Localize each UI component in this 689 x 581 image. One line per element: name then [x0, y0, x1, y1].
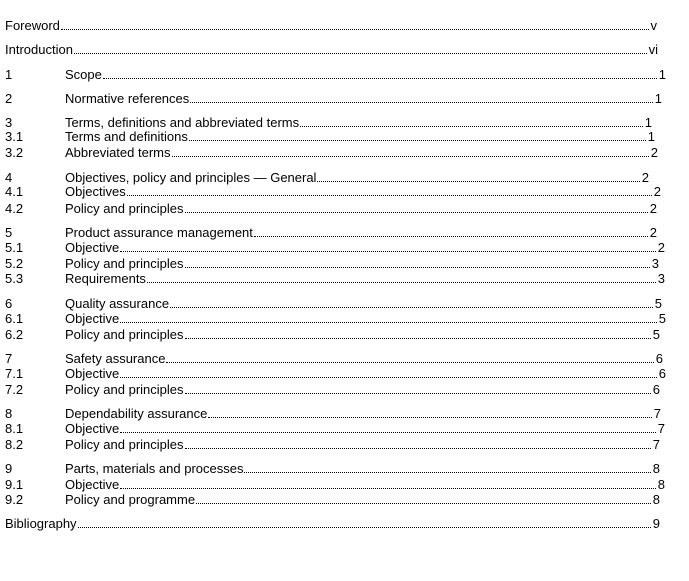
toc-number: 6.2 [5, 327, 24, 342]
toc-page: 7 [657, 421, 665, 436]
dot-leader [185, 437, 651, 449]
toc-number: 4.2 [5, 201, 24, 216]
dot-leader [185, 382, 651, 394]
dot-leader [127, 184, 652, 196]
dot-leader [185, 201, 648, 213]
toc-entry-6[interactable] [5, 296, 662, 312]
toc-number: 8.1 [5, 421, 24, 436]
toc-entry-1[interactable] [5, 67, 666, 83]
toc-number: 5.3 [5, 271, 24, 286]
toc-entry-8-2[interactable] [5, 437, 660, 453]
toc-entry-3-1[interactable] [5, 129, 655, 145]
toc-title: Policy and principles [65, 382, 184, 397]
toc-entry-5-3[interactable] [5, 271, 665, 287]
dot-leader [170, 296, 653, 308]
toc-title: Introduction [5, 42, 73, 57]
dot-leader [189, 129, 646, 141]
dot-leader [166, 351, 653, 363]
dot-leader [103, 67, 657, 79]
toc-page: 6 [655, 351, 663, 366]
toc-page: 1 [647, 129, 655, 144]
toc-page: 5 [654, 296, 662, 311]
toc-title: Objectives, policy and principles — General [65, 170, 317, 185]
toc-title: Objective [65, 311, 120, 326]
toc-number: 5 [5, 225, 13, 240]
toc-page: 5 [658, 311, 666, 326]
toc-title: Product assurance management [65, 225, 253, 240]
toc-page: 2 [650, 145, 658, 160]
toc-entry-9[interactable] [5, 461, 660, 477]
dot-leader [208, 406, 651, 418]
toc-entry-5[interactable] [5, 225, 657, 241]
toc-page: 2 [657, 240, 665, 255]
toc-page: 5 [652, 327, 660, 342]
dot-leader [196, 492, 651, 504]
dot-leader [172, 145, 649, 157]
toc-page: 8 [652, 492, 660, 507]
toc-entry-8-1[interactable] [5, 421, 665, 437]
toc-title: Policy and principles [65, 201, 184, 216]
toc-page: 6 [652, 382, 660, 397]
toc-title: Objective [65, 477, 120, 492]
toc-page: v [650, 18, 657, 33]
toc-title: Scope [65, 67, 102, 82]
toc-title: Objective [65, 421, 120, 436]
dot-leader [120, 366, 657, 378]
toc-number: 6 [5, 296, 13, 311]
dot-leader [254, 225, 648, 237]
toc-page: 2 [641, 170, 649, 185]
toc-entry-8[interactable] [5, 406, 661, 422]
dot-leader [190, 91, 652, 103]
dot-leader [61, 18, 649, 30]
toc-number: 3.1 [5, 129, 24, 144]
toc-number: 8.2 [5, 437, 24, 452]
toc-title: Policy and principles [65, 256, 184, 271]
toc-page: 7 [653, 406, 661, 421]
toc-entry-6-1[interactable] [5, 311, 666, 327]
toc-number: 9 [5, 461, 13, 476]
toc-entry-introduction[interactable] [5, 42, 658, 58]
toc-entry-4-2[interactable] [5, 201, 657, 217]
toc-title: Requirements [65, 271, 146, 286]
toc-entry-9-2[interactable] [5, 492, 660, 508]
toc-entry-4-1[interactable] [5, 184, 661, 200]
toc-entry-7[interactable] [5, 351, 663, 367]
toc-number: 3 [5, 115, 13, 130]
toc-title: Quality assurance [65, 296, 170, 311]
toc-entry-7-1[interactable] [5, 366, 666, 382]
toc-page: 1 [654, 91, 662, 106]
toc-entry-5-2[interactable] [5, 256, 659, 272]
toc-title: Abbreviated terms [65, 145, 171, 160]
toc-title: Terms and definitions [65, 129, 188, 144]
dot-leader [74, 42, 647, 54]
toc-number: 7.2 [5, 382, 24, 397]
toc-page: 6 [658, 366, 666, 381]
toc-entry-bibliography[interactable] [5, 516, 660, 532]
toc-page: 8 [652, 461, 660, 476]
toc-title: Policy and programme [65, 492, 196, 507]
dot-leader [185, 327, 651, 339]
toc-page: 3 [657, 271, 665, 286]
toc-page: 1 [644, 115, 652, 130]
toc-title: Dependability assurance [65, 406, 208, 421]
toc-number: 9.1 [5, 477, 24, 492]
toc-page: 1 [658, 67, 666, 82]
toc-page: vi [648, 42, 658, 57]
toc-entry-3-2[interactable] [5, 145, 658, 161]
toc-page: 2 [653, 184, 661, 199]
toc-page: 2 [649, 225, 657, 240]
toc-entry-foreword[interactable] [5, 18, 657, 34]
toc-page: 3 [651, 256, 659, 271]
dot-leader [185, 256, 650, 268]
toc-number: 7.1 [5, 366, 24, 381]
toc-number: 7 [5, 351, 13, 366]
dot-leader [120, 240, 656, 252]
toc-title: Terms, definitions and abbreviated terms [65, 115, 300, 130]
dot-leader [300, 115, 643, 127]
toc-number: 9.2 [5, 492, 24, 507]
toc-entry-9-1[interactable] [5, 477, 665, 493]
toc-page: 7 [652, 437, 660, 452]
toc-title: Policy and principles [65, 327, 184, 342]
toc-entry-5-1[interactable] [5, 240, 665, 256]
dot-leader [78, 516, 651, 528]
dot-leader [120, 311, 657, 323]
toc-page: 9 [652, 516, 660, 531]
toc-number: 4.1 [5, 184, 24, 199]
toc-title: Normative references [65, 91, 190, 106]
toc-title: Bibliography [5, 516, 77, 531]
dot-leader [147, 271, 656, 283]
toc-title: Safety assurance [65, 351, 166, 366]
toc-number: 5.1 [5, 240, 24, 255]
toc-page: 8 [657, 477, 665, 492]
toc-number: 6.1 [5, 311, 24, 326]
toc-number: 3.2 [5, 145, 24, 160]
toc-number: 8 [5, 406, 13, 421]
dot-leader [120, 477, 656, 489]
toc-title: Objective [65, 240, 120, 255]
toc-entry-7-2[interactable] [5, 382, 660, 398]
toc-entry-2[interactable] [5, 91, 662, 107]
toc-number: 4 [5, 170, 13, 185]
toc-title: Foreword [5, 18, 60, 33]
toc-title: Objectives [65, 184, 126, 199]
toc-number: 2 [5, 91, 13, 106]
toc-number: 1 [5, 67, 13, 82]
dot-leader [244, 461, 650, 473]
toc-title: Objective [65, 366, 120, 381]
toc-page: 2 [649, 201, 657, 216]
dot-leader [317, 170, 639, 182]
toc-entry-6-2[interactable] [5, 327, 660, 343]
toc-number: 5.2 [5, 256, 24, 271]
dot-leader [120, 421, 656, 433]
toc-title: Parts, materials and processes [65, 461, 244, 476]
toc-title: Policy and principles [65, 437, 184, 452]
